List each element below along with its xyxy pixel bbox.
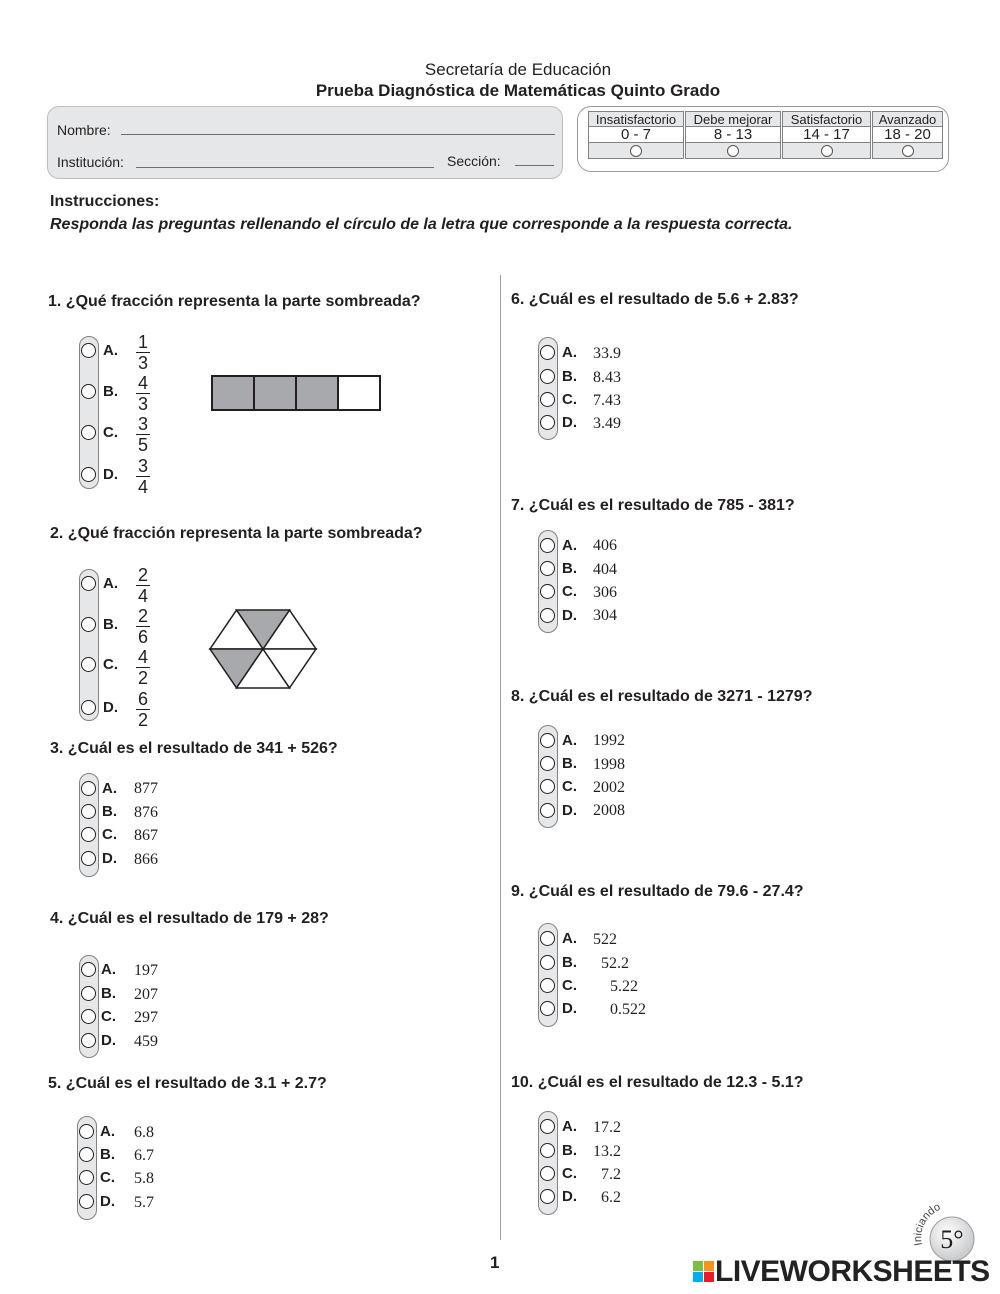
option-letter: A. — [102, 780, 117, 797]
answer-bubble-5c[interactable] — [79, 1170, 94, 1185]
option-value: 1998 — [593, 756, 625, 773]
answer-bubble-8a[interactable] — [540, 733, 555, 748]
score-bubble-cell — [872, 143, 943, 159]
bar-segment — [254, 376, 296, 410]
option-value: 52.2 — [601, 955, 629, 972]
answer-bubble-3a[interactable] — [81, 781, 96, 796]
option-letter: D. — [103, 466, 118, 483]
score-bubble[interactable] — [902, 145, 914, 157]
score-col-2 — [782, 111, 871, 159]
score-range: 18 - 20 — [872, 127, 943, 143]
numerator: 4 — [137, 647, 148, 667]
option-value: 866 — [134, 851, 158, 868]
denominator: 6 — [137, 627, 148, 647]
score-range: 8 - 13 — [685, 127, 781, 143]
option-letter: D. — [562, 414, 577, 431]
question-9: 9. ¿Cuál es el resultado de 79.6 - 27.4? — [511, 883, 804, 900]
instructions-text: Responda las preguntas rellenando el círculo de la letra que corresponde a la respuesta correcta. — [50, 216, 793, 233]
option-value: 459 — [134, 1033, 158, 1050]
score-bubble-cell — [588, 143, 684, 159]
denominator: 5 — [137, 435, 148, 455]
numerator: 4 — [137, 373, 148, 393]
score-bubble[interactable] — [630, 145, 642, 157]
option-value: 306 — [593, 584, 617, 601]
option-letter: D. — [562, 607, 577, 624]
option-value: 406 — [593, 537, 617, 554]
student-info-box — [47, 106, 563, 179]
fraction-1c — [136, 415, 150, 454]
logo-icon — [693, 1261, 715, 1283]
option-letter: B. — [562, 560, 577, 577]
name-field[interactable] — [121, 134, 555, 135]
option-letter: C. — [562, 778, 577, 795]
option-letter: D. — [562, 802, 577, 819]
denominator: 4 — [137, 586, 148, 606]
fraction-2a — [136, 566, 150, 605]
score-bubble-cell — [782, 143, 871, 159]
institution-label: Institución: — [57, 154, 124, 170]
option-value: 6.7 — [134, 1147, 154, 1164]
option-letter: C. — [103, 424, 118, 441]
numerator: 2 — [137, 606, 148, 626]
header-institution: Secretaría de Educación — [424, 60, 612, 79]
option-value: 8.43 — [593, 369, 621, 386]
answer-bubble-4c[interactable] — [81, 1009, 96, 1024]
answer-bubble-8d[interactable] — [540, 803, 555, 818]
option-value: 207 — [134, 986, 158, 1003]
answer-bubble-10c[interactable] — [540, 1166, 555, 1181]
score-bubble[interactable] — [821, 145, 833, 157]
option-letter: B. — [562, 755, 577, 772]
option-letter: C. — [100, 1169, 115, 1186]
option-value: 304 — [593, 607, 617, 624]
denominator: 4 — [137, 477, 148, 497]
option-letter: A. — [562, 344, 577, 361]
fraction-1d — [136, 457, 150, 496]
option-letter: C. — [562, 583, 577, 600]
question-3: 3. ¿Cuál es el resultado de 341 + 526? — [50, 740, 338, 757]
answer-bubble-2d[interactable] — [81, 700, 96, 715]
option-letter: A. — [562, 732, 577, 749]
option-value: 2002 — [593, 779, 625, 796]
answer-bubble-2c[interactable] — [81, 657, 96, 672]
answer-bubble-3b[interactable] — [81, 804, 96, 819]
section-field[interactable] — [515, 165, 554, 166]
option-value: 6.8 — [134, 1124, 154, 1141]
option-value: 876 — [134, 804, 158, 821]
question-10: 10. ¿Cuál es el resultado de 12.3 - 5.1? — [511, 1074, 804, 1091]
numerator: 6 — [137, 689, 148, 709]
question-1: 1. ¿Qué fracción representa la parte sombreada? — [48, 293, 421, 310]
shaded-hexagon-figure — [206, 602, 320, 696]
option-value: 7.43 — [593, 392, 621, 409]
option-letter: A. — [103, 342, 118, 359]
answer-bubble-9d[interactable] — [540, 1001, 555, 1016]
answer-bubble-10d[interactable] — [540, 1189, 555, 1204]
badge-grade: 5° — [940, 1225, 964, 1254]
answer-bubble-4a[interactable] — [81, 962, 96, 977]
option-value: 6.2 — [601, 1189, 621, 1206]
option-value: 2008 — [593, 802, 625, 819]
fraction-1b — [136, 374, 150, 413]
option-value: 0.522 — [610, 1001, 646, 1018]
score-level: Insatisfactorio — [588, 111, 684, 127]
answer-bubble-10a[interactable] — [540, 1119, 555, 1134]
denominator: 3 — [137, 394, 148, 414]
answer-bubble-2b[interactable] — [81, 617, 96, 632]
section-label: Sección: — [447, 153, 501, 169]
answer-bubble-3d[interactable] — [81, 851, 96, 866]
option-value: 5.7 — [134, 1194, 154, 1211]
option-letter: D. — [102, 850, 117, 867]
option-letter: D. — [100, 1193, 115, 1210]
option-letter: D. — [103, 699, 118, 716]
answer-bubble-5d[interactable] — [79, 1194, 94, 1209]
option-letter: A. — [562, 930, 577, 947]
question-8: 8. ¿Cuál es el resultado de 3271 - 1279? — [511, 688, 813, 705]
answer-bubble-8c[interactable] — [540, 779, 555, 794]
option-letter: D. — [562, 1000, 577, 1017]
answer-bubble-7a[interactable] — [540, 538, 555, 553]
question-5: 5. ¿Cuál es el resultado de 3.1 + 2.7? — [48, 1075, 327, 1092]
answer-bubble-1c[interactable] — [81, 425, 96, 440]
answer-bubble-9c[interactable] — [540, 978, 555, 993]
option-letter: B. — [562, 368, 577, 385]
bar-segment — [338, 376, 380, 410]
answer-pill — [79, 569, 99, 721]
option-letter: C. — [562, 391, 577, 408]
option-letter: A. — [101, 961, 116, 978]
option-value: 877 — [134, 780, 158, 797]
option-value: 197 — [134, 962, 158, 979]
option-letter: B. — [102, 803, 117, 820]
option-letter: C. — [101, 1008, 116, 1025]
option-letter: C. — [102, 826, 117, 843]
score-col-3 — [872, 111, 943, 159]
answer-bubble-9a[interactable] — [540, 931, 555, 946]
score-col-1 — [685, 111, 781, 159]
option-letter: B. — [103, 616, 118, 633]
answer-bubble-8b[interactable] — [540, 756, 555, 771]
option-value: 5.22 — [610, 978, 638, 995]
instructions-title: Instrucciones: — [50, 193, 160, 210]
denominator: 2 — [137, 668, 148, 688]
answer-bubble-1b[interactable] — [81, 384, 96, 399]
answer-bubble-4d[interactable] — [81, 1033, 96, 1048]
answer-bubble-7c[interactable] — [540, 584, 555, 599]
numerator: 2 — [137, 565, 148, 585]
answer-bubble-6c[interactable] — [540, 392, 555, 407]
score-level: Debe mejorar — [685, 111, 781, 127]
denominator: 3 — [137, 353, 148, 373]
option-letter: A. — [562, 1118, 577, 1135]
score-level: Avanzado — [872, 111, 943, 127]
page-number: 1 — [490, 1253, 500, 1272]
option-letter: A. — [562, 537, 577, 554]
option-value: 522 — [593, 931, 617, 948]
column-divider — [500, 275, 501, 1240]
answer-bubble-5b[interactable] — [79, 1147, 94, 1162]
option-letter: A. — [100, 1123, 115, 1140]
numerator: 1 — [137, 332, 148, 352]
bar-segment — [212, 376, 254, 410]
institution-field[interactable] — [136, 167, 434, 168]
numerator: 3 — [137, 456, 148, 476]
question-7: 7. ¿Cuál es el resultado de 785 - 381? — [511, 497, 795, 514]
answer-bubble-6a[interactable] — [540, 345, 555, 360]
answer-bubble-4b[interactable] — [81, 986, 96, 1001]
score-range: 14 - 17 — [782, 127, 871, 143]
bar-segment — [296, 376, 338, 410]
answer-bubble-3c[interactable] — [81, 827, 96, 842]
answer-bubble-7b[interactable] — [540, 561, 555, 576]
name-label: Nombre: — [57, 122, 111, 138]
fraction-2c — [136, 648, 150, 687]
badge-text: Iniciando — [912, 1201, 943, 1247]
option-letter: A. — [103, 575, 118, 592]
option-letter: C. — [103, 656, 118, 673]
option-letter: B. — [103, 383, 118, 400]
page-title: Prueba Diagnóstica de Matemáticas Quinto Grado — [315, 81, 721, 100]
score-table — [577, 106, 949, 172]
score-col-0 — [588, 111, 684, 159]
option-value: 867 — [134, 827, 158, 844]
answer-bubble-10b[interactable] — [540, 1143, 555, 1158]
fraction-1a — [136, 333, 150, 372]
answer-bubble-5a[interactable] — [79, 1124, 94, 1139]
numerator: 3 — [137, 414, 148, 434]
option-value: 1992 — [593, 732, 625, 749]
answer-bubble-1a[interactable] — [81, 343, 96, 358]
option-value: 5.8 — [134, 1170, 154, 1187]
answer-bubble-1d[interactable] — [81, 467, 96, 482]
option-value: 13.2 — [593, 1143, 621, 1160]
option-letter: B. — [100, 1146, 115, 1163]
fraction-2d — [136, 690, 150, 729]
answer-bubble-9b[interactable] — [540, 955, 555, 970]
answer-bubble-2a[interactable] — [81, 576, 96, 591]
option-value: 3.49 — [593, 415, 621, 432]
option-letter: C. — [562, 977, 577, 994]
option-value: 297 — [134, 1009, 158, 1026]
fraction-2b — [136, 607, 150, 646]
logo-text: LIVEWORKSHEETS — [715, 1255, 990, 1288]
option-value: 33.9 — [593, 345, 621, 362]
option-letter: B. — [562, 1142, 577, 1159]
score-bubble[interactable] — [727, 145, 739, 157]
question-2: 2. ¿Qué fracción representa la parte sombreada? — [50, 525, 423, 542]
answer-bubble-6b[interactable] — [540, 369, 555, 384]
option-value: 7.2 — [601, 1166, 621, 1183]
option-letter: C. — [562, 1165, 577, 1182]
score-range: 0 - 7 — [588, 127, 684, 143]
score-bubble-cell — [685, 143, 781, 159]
option-letter: D. — [101, 1032, 116, 1049]
question-6: 6. ¿Cuál es el resultado de 5.6 + 2.83? — [511, 291, 799, 308]
liveworksheets-logo[interactable] — [693, 1255, 990, 1289]
denominator: 2 — [137, 710, 148, 730]
option-letter: D. — [562, 1188, 577, 1205]
answer-bubble-6d[interactable] — [540, 415, 555, 430]
option-letter: B. — [101, 985, 116, 1002]
score-level: Satisfactorio — [782, 111, 871, 127]
answer-bubble-7d[interactable] — [540, 608, 555, 623]
option-letter: B. — [562, 954, 577, 971]
option-value: 17.2 — [593, 1119, 621, 1136]
question-4: 4. ¿Cuál es el resultado de 179 + 28? — [50, 910, 329, 927]
option-value: 404 — [593, 561, 617, 578]
shaded-bar-figure — [210, 374, 382, 412]
